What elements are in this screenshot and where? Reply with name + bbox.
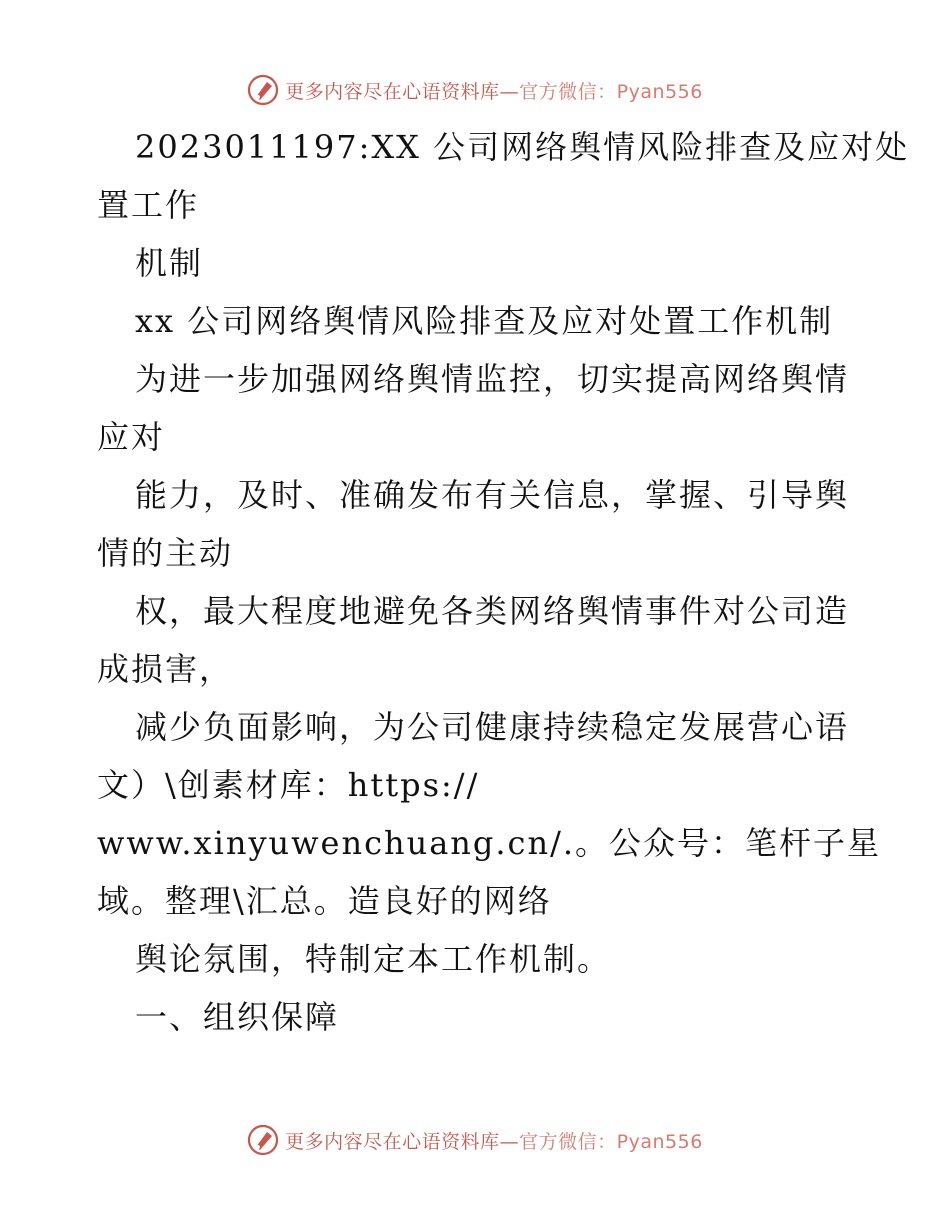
paragraph-line: www.xinyuwenchuang.cn/.。公众号：笔杆子星 bbox=[97, 824, 882, 862]
doc-title-line: 置工作 bbox=[97, 186, 200, 224]
paragraph-line: 情的主动 bbox=[97, 534, 234, 572]
paragraph-line: 减少负面影响，为公司健康持续稳定发展营心语 bbox=[135, 708, 850, 746]
section-heading: 一、组织保障 bbox=[135, 998, 340, 1036]
paragraph-line: 域。整理\汇总。造良好的网络 bbox=[97, 882, 552, 920]
watermark-header bbox=[0, 70, 950, 110]
watermark-wechat-text: 官方微信：Pyan556 bbox=[519, 80, 703, 103]
paragraph-line: 能力，及时、准确发布有关信息，掌握、引导舆 bbox=[135, 476, 850, 514]
paragraph-line: 权，最大程度地避免各类网络舆情事件对公司造 bbox=[135, 592, 850, 630]
watermark-wechat-text: 官方微信：Pyan556 bbox=[519, 1130, 703, 1153]
paragraph-line: 成损害， bbox=[97, 650, 234, 688]
watermark-site-text: 更多内容尽在心语资料库— bbox=[285, 80, 520, 103]
paragraph-line: 应对 bbox=[97, 418, 166, 456]
watermark-text bbox=[285, 1127, 703, 1154]
pen-nib-icon bbox=[247, 74, 279, 106]
paragraph-line: 舆论氛围，特制定本工作机制。 bbox=[135, 940, 612, 978]
paragraph-line: 文）\创素材库：https:// bbox=[97, 766, 480, 804]
doc-title-line: 机制 bbox=[135, 244, 204, 282]
pen-nib-icon bbox=[247, 1124, 279, 1156]
paragraph-line: 为进一步加强网络舆情监控，切实提高网络舆情 bbox=[135, 360, 850, 398]
watermark-site-text: 更多内容尽在心语资料库— bbox=[285, 1130, 520, 1153]
watermark-footer bbox=[0, 1120, 950, 1160]
document-body bbox=[97, 118, 910, 1046]
watermark-text bbox=[285, 77, 703, 104]
doc-title-line: 2023011197:XX 公司网络舆情风险排查及应对处 bbox=[135, 128, 910, 166]
doc-heading-line: xx 公司网络舆情风险排查及应对处置工作机制 bbox=[135, 302, 834, 340]
